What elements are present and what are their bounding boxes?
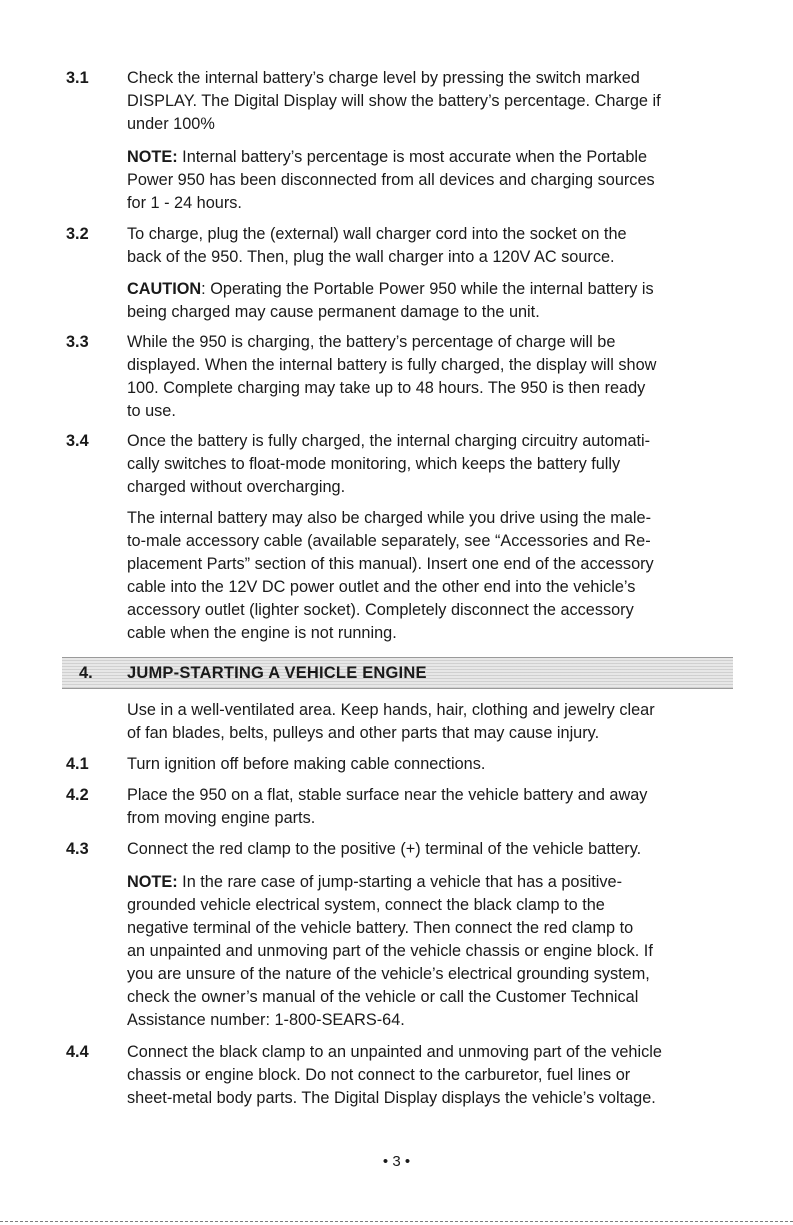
text-line: to-male accessory cable (available separately, see “Accessories and Re- (127, 532, 651, 550)
text-line: cable into the 12V DC power outlet and the other end into the vehicle’s (127, 578, 636, 596)
text-line: Check the internal battery’s charge level by pressing the switch marked (127, 69, 640, 87)
text-line: from moving engine parts. (127, 809, 316, 827)
text-line: for 1 - 24 hours. (127, 194, 242, 212)
step-number: 3.4 (66, 432, 89, 450)
text-line: sheet-metal body parts. The Digital Display displays the vehicle’s voltage. (127, 1089, 656, 1107)
text-line: placement Parts” section of this manual). Insert one end of the accessory (127, 555, 654, 573)
step-text (127, 784, 727, 830)
step-number: 4.1 (66, 755, 89, 773)
page-bottom-rule (0, 1221, 793, 1222)
text-line: to use. (127, 402, 176, 420)
text-line: cable when the engine is not running. (127, 624, 397, 642)
step-text (127, 838, 727, 861)
text-line (127, 146, 727, 169)
text-line: under 100% (127, 115, 215, 133)
text-line: of fan blades, belts, pulleys and other parts that may cause injury. (127, 724, 600, 742)
page-number: • 3 • (382, 1153, 411, 1170)
text-line (127, 278, 727, 301)
text-line: Turn ignition off before making cable connections. (127, 755, 486, 773)
note-text (127, 146, 727, 215)
text-fragment: In the rare case of jump-starting a vehicle that has a positive- (177, 873, 622, 891)
note-label: NOTE: (127, 148, 178, 166)
text-line: back of the 950. Then, plug the wall charger into a 120V AC source. (127, 248, 615, 266)
text-line: Connect the red clamp to the positive (+) terminal of the vehicle battery. (127, 840, 642, 858)
step-text (127, 1041, 727, 1110)
caution-text (127, 278, 727, 324)
step-number: 4.2 (66, 786, 89, 804)
text-line: charged without overcharging. (127, 478, 346, 496)
text-line: chassis or engine block. Do not connect to the carburetor, fuel lines or (127, 1066, 631, 1084)
step-number: 4.3 (66, 840, 89, 858)
text-line: Connect the black clamp to an unpainted and unmoving part of the vehicle (127, 1043, 662, 1061)
text-fragment: : Operating the Portable Power 950 while the internal battery is (201, 280, 654, 298)
section-title: JUMP-STARTING A VEHICLE ENGINE (127, 664, 427, 682)
text-line (127, 871, 727, 894)
step-text (127, 430, 727, 499)
text-line: 100. Complete charging may take up to 48 hours. The 950 is then ready (127, 379, 646, 397)
text-line: negative terminal of the vehicle battery. Then connect the red clamp to (127, 919, 634, 937)
text-line: Power 950 has been disconnected from all devices and charging sources (127, 171, 655, 189)
step-text (127, 67, 727, 136)
section-number: 4. (79, 664, 93, 682)
note-text (127, 871, 727, 1032)
caution-label: CAUTION (127, 280, 202, 298)
text-line: To charge, plug the (external) wall charger cord into the socket on the (127, 225, 627, 243)
text-line: an unpainted and unmoving part of the vehicle chassis or engine block. If (127, 942, 653, 960)
text-line: The internal battery may also be charged while you drive using the male- (127, 509, 651, 527)
step-text (127, 753, 727, 776)
text-line: cally switches to float-mode monitoring, which keeps the battery fully (127, 455, 621, 473)
paragraph-text (127, 699, 727, 745)
text-line: you are unsure of the nature of the vehicle’s electrical grounding system, (127, 965, 650, 983)
text-line: accessory outlet (lighter socket). Completely disconnect the accessory (127, 601, 634, 619)
step-text (127, 331, 727, 423)
step-number: 4.4 (66, 1043, 89, 1061)
text-line: DISPLAY. The Digital Display will show the battery’s percentage. Charge if (127, 92, 661, 110)
text-line: Place the 950 on a flat, stable surface near the vehicle battery and away (127, 786, 648, 804)
paragraph-text (127, 507, 727, 645)
text-line: being charged may cause permanent damage to the unit. (127, 303, 540, 321)
text-line: grounded vehicle electrical system, connect the black clamp to the (127, 896, 605, 914)
text-line: While the 950 is charging, the battery’s percentage of charge will be (127, 333, 616, 351)
note-label: NOTE: (127, 873, 178, 891)
section-header (62, 657, 733, 689)
text-line: displayed. When the internal battery is fully charged, the display will show (127, 356, 657, 374)
text-line: Use in a well-ventilated area. Keep hands, hair, clothing and jewelry clear (127, 701, 655, 719)
text-fragment: Internal battery’s percentage is most accurate when the Portable (177, 148, 648, 166)
step-number: 3.2 (66, 225, 89, 243)
step-text (127, 223, 727, 269)
step-number: 3.1 (66, 69, 89, 87)
text-line: Assistance number: 1-800-SEARS-64. (127, 1011, 405, 1029)
text-line: Once the battery is fully charged, the internal charging circuitry automati- (127, 432, 651, 450)
step-number: 3.3 (66, 333, 89, 351)
text-line: check the owner’s manual of the vehicle or call the Customer Technical (127, 988, 639, 1006)
